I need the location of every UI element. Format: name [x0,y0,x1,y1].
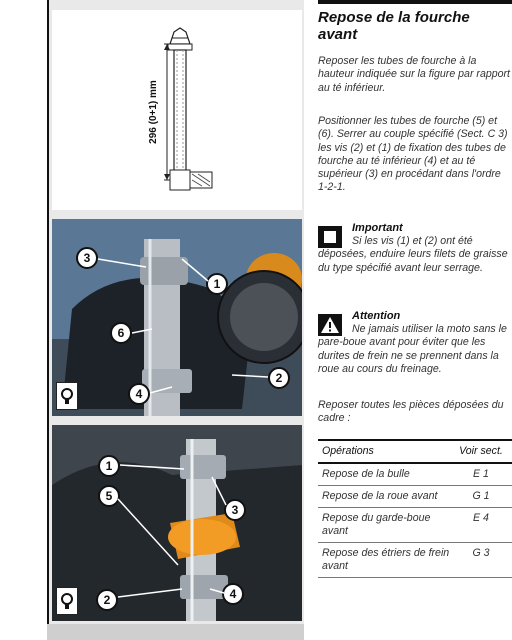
torque-wrench-icon [56,587,78,615]
row-operation: Repose de la bulle [322,468,410,480]
text-column [318,9,512,572]
row-operation: Repose de la roue avant [322,490,438,502]
callout-leader-lines-2 [52,425,302,621]
table-row [318,508,512,543]
table-row [318,543,512,578]
row-operation: Repose des étriers de frein avant [322,547,450,572]
callout-2: 2 [96,589,118,611]
header-section: Voir sect. [459,445,503,457]
operations-table [318,439,512,578]
callout-5: 5 [98,485,120,507]
attention-text: Ne jamais utiliser la moto sans le pare-boue avant pour éviter que les durites de frein ne se prennent dans la roue au cours du freinage. [318,323,507,375]
left-rule [47,0,49,640]
fork-height-diagram [52,10,302,210]
table-header [318,439,512,464]
row-section: E 1 [473,468,489,480]
important-text: Si les vis (1) et (2) ont été déposées, enduire leurs filets de graisse du type spécifié avant leur serrage. [318,235,508,274]
callout-3: 3 [76,247,98,269]
fork-tube-drawing [52,10,302,210]
row-section: E 4 [473,512,489,524]
callout-3: 3 [224,499,246,521]
callout-2: 2 [268,367,290,389]
torque-wrench-icon [56,382,78,410]
callout-leader-lines-1 [52,219,302,416]
paragraph-reinstall: Reposer toutes les pièces déposées du cadre : [318,399,504,425]
table-row [318,464,512,486]
fork-photo-2 [52,425,302,621]
callout-1: 1 [206,273,228,295]
attention-title: Attention [352,310,401,322]
important-title: Important [352,222,403,234]
paragraph-height: Reposer les tubes de fourche à la hauteur indiquée sur la figure par rapport au té inférieur. [318,55,510,94]
row-operation: Repose du garde-boue avant [322,512,431,537]
section-title: Repose de la fourche avant [318,9,470,43]
fork-photo-1 [52,219,302,416]
callout-4: 4 [222,583,244,605]
top-rule [318,0,512,4]
row-section: G 1 [472,490,490,502]
callout-1: 1 [98,455,120,477]
paragraph-torque: Positionner les tubes de fourche (5) et (6). Serrer au couple spécifié (Sect. C 3) les vis (2) et (1) de fixation des tubes de fourche au té inférieur (4) et au té supérieur (3) en procédant dans l'ordre 1-2-1. [318,115,508,194]
bottom-bar [47,624,304,640]
dimension-label: 296 (0+1) mm [148,80,159,144]
callout-6: 6 [110,322,132,344]
table-row [318,486,512,508]
callout-4: 4 [128,383,150,405]
row-section: G 3 [472,547,490,559]
header-operations: Opérations [322,445,374,457]
